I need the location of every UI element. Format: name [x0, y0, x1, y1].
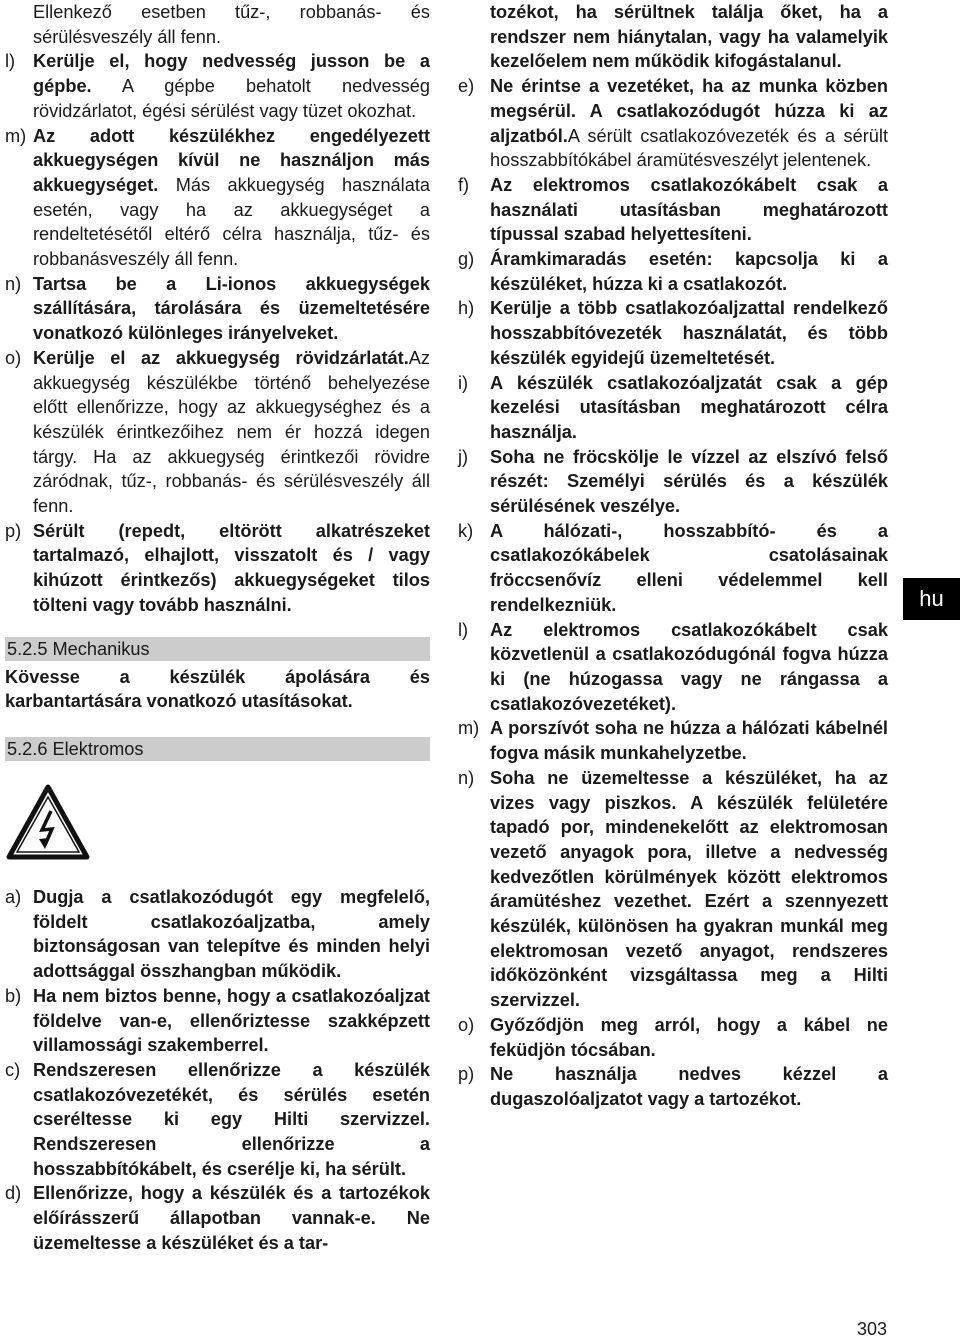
list-item: p) Ne használja nedves kézzel a dugaszolóaljzatot vagy a tartozékot. — [458, 1064, 888, 1109]
continuation-text: tozékot, ha sérültnek találja őket, ha a rendszer nem hiánytalan, vagy ha valamelyik kezelőelem nem működik kifogástalanul. — [490, 2, 888, 72]
list-item: c) Rendszeresen ellenőrizze a készülék csatlakozóvezetékét, és sérülés esetén cseréltesse ki egy Hilti szervizzel. Rendszeresen ellenőrizze a hosszabbítókábelt, és cserélje ki, ha sérült. — [5, 1059, 430, 1179]
right-column — [458, 0, 888, 1112]
list-item: j) Soha ne fröcskölje le vízzel az elszívó felső részét: Személyi sérülés és a készülék sérülésének veszélye. — [458, 446, 888, 517]
list-item: n) Tartsa be a Li-ionos akkuegységek szállítására, tárolására és üzemeltetésére vonatkozó különleges irányelveket. — [5, 273, 430, 344]
list-item: m) A porszívót soha ne húzza a hálózati kábelnél fogva másik munkahelyzetbe. — [458, 718, 888, 764]
list-item: p) Sérült (repedt, eltörött alkatrészeket tartalmazó, elhajlott, visszatolt és / vagy kihúzott érintkezős) akkuegységeket tilos tölteni vagy tovább használni. — [5, 520, 430, 615]
list-item: o) Győződjön meg arról, hogy a kábel ne feküdjön tócsában. — [458, 1014, 888, 1060]
list-item: f) Az elektromos csatlakozókábelt csak a használati utasításban meghatározott típussal szabad helyettesíteni. — [458, 174, 888, 245]
mechanical-text: Kövesse a készülék ápolására és karbantartására vonatkozó utasításokat. — [5, 666, 430, 712]
section-heading-electrical: 5.2.6 Elektromos — [5, 737, 430, 761]
list-item: g) Áramkimaradás esetén: kapcsolja ki a készüléket, húzza ki a csatlakozót. — [458, 249, 888, 294]
list-item: e) Ne érintse a vezetéket, ha az munka közben megsérül. A csatlakozódugót húzza ki az aljzatból.A sérült csatlakozóvezeték és a sérült hosszabbítókábel áramütésveszélyt jelentenek. — [458, 76, 888, 171]
list-item: n) Soha ne üzemeltesse a készüléket, ha az vizes vagy piszkos. A készülék felületére tapadó por, mindenekelőtt az elektromosan vezető anyagok pora, illetve a nedvesség kedvezőtlen körülmények között elektromos áramütéshez vezethet. Ezért a szennyezett készülék, különösen ha gyakran munkál meg elektromosan vezető anyagot, rendszeres időközönként vizsgáltassa meg a Hilti szervizzel. — [458, 767, 888, 1011]
list-item: k) A hálózati-, hosszabbító- és a csatlakozókábelek csatolásainak fröccsenővíz elleni védelemmel kell rendelkezniük. — [458, 520, 888, 615]
list-item: h) Kerülje a több csatlakozóaljzattal rendelkező hosszabbítóvezeték használatát, és több készülék egyidejű üzemeltetését. — [458, 298, 888, 368]
page-number: 303 — [857, 1319, 888, 1339]
list-item: l) Az elektromos csatlakozókábelt csak közvetlenül a csatlakozódugónál fogva húzza ki (ne húzogassa vagy ne rángassa a csatlakozóvezetéket). — [458, 619, 888, 714]
continuation-text: Ellenkező esetben tűz-, robbanás- és sérülésveszély áll fenn. — [33, 2, 430, 47]
warning-block — [5, 783, 430, 873]
section-heading-mechanical: 5.2.5 Mechanikus — [5, 637, 430, 661]
list-item: m) Az adott készülékhez engedélyezett akkuegységen kívül ne használjon más akkuegységet. Más akkuegység használata esetén, vagy ha az akkuegységet a rendeltetésétől eltérő célra használja, tűz- és robbanásveszély áll fenn. — [5, 125, 430, 270]
list-item: i) A készülék csatlakozóaljzatát csak a gép kezelési utasításban meghatározott célra használja. — [458, 372, 888, 442]
list-item: d) Ellenőrizze, hogy a készülék és a tartozékok előírásszerű állapotban vannak-e. Ne üzemeltesse a készüléket és a tar- — [5, 1183, 430, 1253]
list-item: b) Ha nem biztos benne, hogy a csatlakozóaljzat földelve van-e, ellenőriztesse szakképzett villamossági szakemberrel. — [5, 985, 430, 1056]
language-tab: hu — [903, 578, 960, 620]
electrical-hazard-icon — [5, 783, 91, 863]
list-item: o) Kerülje el az akkuegység rövidzárlatát.Az akkuegység készülékbe történő behelyezése előtt ellenőrizze, hogy az akkuegységhez és a készülék érintkezőihez nem ér hozzá idegen tárgy. Ha az akkuegység érintkezői rövidre záródnak, tűz-, robbanás- és sérülésveszély áll fenn. — [5, 347, 430, 517]
list-item: a) Dugja a csatlakozódugót egy megfelelő, földelt csatlakozóaljzatba, amely biztonságosan van telepítve és minden helyi adottsággal összhangban működik. — [5, 886, 430, 982]
left-column — [5, 0, 430, 1256]
list-item: l) Kerülje el, hogy nedvesség jusson be a gépbe. A gépbe behatolt nedvesség rövidzárlatot, égési sérülést vagy tüzet okozhat. — [5, 51, 430, 121]
